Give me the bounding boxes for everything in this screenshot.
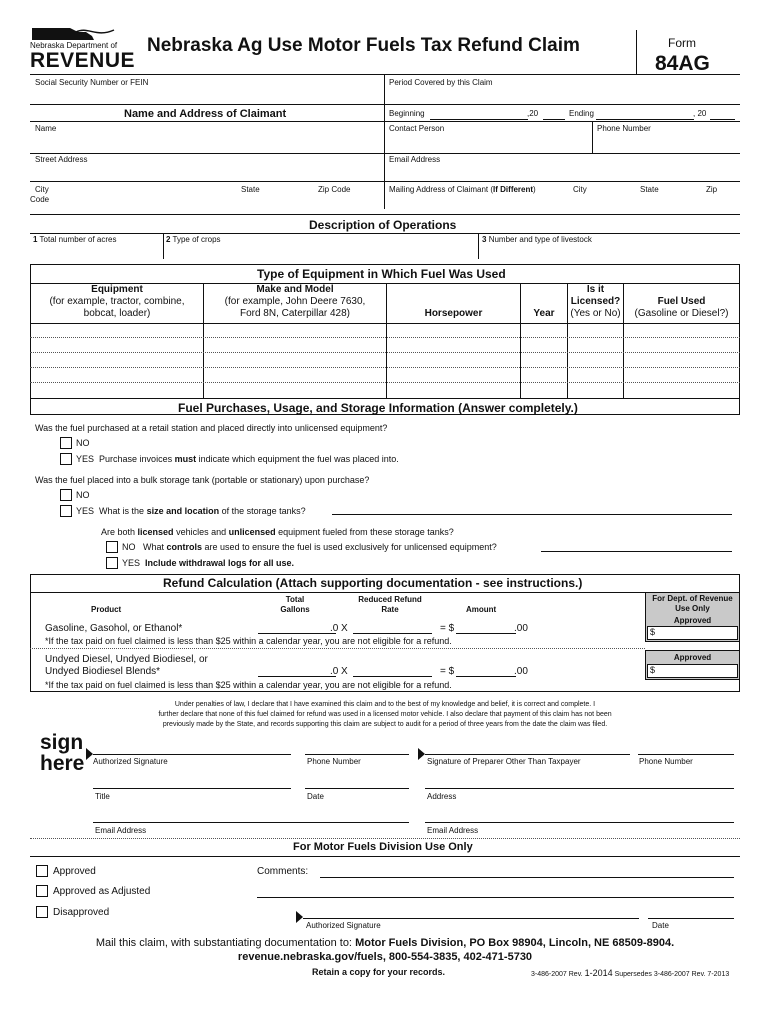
arrow-icon xyxy=(296,911,303,923)
header-divider xyxy=(636,30,637,75)
diesel-label-2: Undyed Biodiesel Blends* xyxy=(45,666,161,677)
contact-label: Contact Person xyxy=(389,124,445,133)
gas-rate-field[interactable] xyxy=(353,633,432,634)
question-retail: Was the fuel purchased at a retail station and placed directly into unlicensed equipment? xyxy=(35,423,388,433)
street-label: Street Address xyxy=(35,155,88,164)
preparer-address-field[interactable] xyxy=(425,788,734,789)
period-label: Period Covered by this Claim xyxy=(389,78,493,87)
ending-field[interactable] xyxy=(596,119,694,120)
code-label: Code xyxy=(30,195,50,204)
arrow-icon xyxy=(418,748,425,760)
diesel-amount-field[interactable] xyxy=(456,676,516,677)
phone-label: Phone Number xyxy=(597,124,651,133)
contact-info: revenue.nebraska.gov/fuels, 800-554-3835, 402-471-5730 xyxy=(237,951,533,963)
authorized-signature-field[interactable] xyxy=(93,754,291,755)
form-number: 84AG xyxy=(655,52,710,75)
title-field[interactable] xyxy=(93,788,291,789)
gas-gallons-field[interactable] xyxy=(258,633,336,634)
phone-field[interactable] xyxy=(305,754,409,755)
preparer-signature-field[interactable] xyxy=(425,754,630,755)
crops-label: 2 Type of crops xyxy=(166,235,221,244)
approved-checkbox[interactable] xyxy=(36,865,48,877)
livestock-label: 3 Number and type of livestock xyxy=(482,235,592,244)
q2-no-checkbox[interactable] xyxy=(60,489,72,501)
question-licensed: Are both licensed vehicles and unlicensed equipment fueled from these storage tanks? xyxy=(101,527,454,537)
comments-label: Comments: xyxy=(257,866,309,877)
equipment-row[interactable] xyxy=(30,352,740,353)
form-title: Nebraska Ag Use Motor Fuels Tax Refund Claim xyxy=(147,35,580,56)
arrow-icon xyxy=(86,748,93,760)
beginning-field[interactable] xyxy=(430,119,528,120)
here-label: here xyxy=(40,752,85,775)
acres-label: 1 Total number of acres xyxy=(33,235,117,244)
controls-field[interactable] xyxy=(541,551,732,552)
division-title: For Motor Fuels Division Use Only xyxy=(293,841,473,853)
nebraska-map-icon xyxy=(30,26,116,42)
date-field[interactable] xyxy=(305,788,409,789)
approved-adjusted-checkbox[interactable] xyxy=(36,885,48,897)
equipment-row[interactable] xyxy=(30,367,740,368)
agency-logo-text: REVENUE xyxy=(30,49,136,72)
claimant-section-title: Name and Address of Claimant xyxy=(124,108,287,120)
header-rule xyxy=(30,74,740,75)
q1-no-checkbox[interactable] xyxy=(60,437,72,449)
ending-label: Ending xyxy=(569,109,594,118)
preparer-email-field[interactable] xyxy=(425,822,734,823)
state-label: State xyxy=(241,185,260,194)
comments-field-2[interactable] xyxy=(257,897,734,898)
q3-yes-checkbox[interactable] xyxy=(106,557,118,569)
refund-title: Refund Calculation (Attach supporting documentation - see instructions.) xyxy=(163,576,583,590)
city-label: City xyxy=(35,185,49,194)
diesel-label-1: Undyed Diesel, Undyed Biodiesel, or xyxy=(45,654,208,665)
revision-info: 3-486-2007 Rev. 1-2014 Supersedes 3-486-2007 Rev. 7-2013 xyxy=(531,968,730,978)
sign-label: sign xyxy=(40,731,84,754)
equipment-row[interactable] xyxy=(30,337,740,338)
preparer-phone-field[interactable] xyxy=(638,754,734,755)
operations-title: Description of Operations xyxy=(309,218,457,232)
email-label: Email Address xyxy=(389,155,441,164)
ending-year-field[interactable] xyxy=(710,119,735,120)
purchases-title: Fuel Purchases, Usage, and Storage Information (Answer completely.) xyxy=(178,401,578,415)
declaration: Under penalties of law, I declare that I have examined this claim and to the best of my knowledge and belief, it is correct and complete. I further declare that none of this fuel claimed for refund was used in a licensed motor vehicle. I also declare that payment of this claim has not been previously made by the State, and records supporting this claim are subject to audit for a period of three years from the date the claim was filed. xyxy=(158,701,612,728)
ssn-label: Social Security Number or FEIN xyxy=(35,78,149,87)
equipment-title: Type of Equipment in Which Fuel Was Used xyxy=(257,267,506,281)
disapproved-checkbox[interactable] xyxy=(36,906,48,918)
diesel-gallons-field[interactable] xyxy=(258,676,336,677)
division-signature-field[interactable] xyxy=(303,918,639,919)
q1-yes-checkbox[interactable] xyxy=(60,453,72,465)
claimant-divider xyxy=(384,74,385,209)
question-bulk: Was the fuel placed into a bulk storage tank (portable or stationary) upon purchase? xyxy=(35,475,370,485)
comments-field[interactable] xyxy=(320,877,734,878)
division-date-field[interactable] xyxy=(648,918,734,919)
storage-tanks-field[interactable] xyxy=(332,514,732,515)
mailing-label: Mailing Address of Claimant (If Different) xyxy=(389,185,536,194)
zip-label: Zip Code xyxy=(318,185,351,194)
gasoline-label: Gasoline, Gasohol, or Ethanol* xyxy=(45,623,183,634)
name-label: Name xyxy=(35,124,57,133)
email-field[interactable] xyxy=(93,822,409,823)
agency-name: Nebraska Department of xyxy=(30,41,118,50)
gas-amount-field[interactable] xyxy=(456,633,516,634)
retain-note: Retain a copy for your records. xyxy=(312,967,446,977)
diesel-rate-field[interactable] xyxy=(353,676,432,677)
mail-instructions: Mail this claim, with substantiating documentation to: Motor Fuels Division, PO Box 98904, Lincoln, NE 68509-8904. xyxy=(95,937,675,949)
q2-yes-checkbox[interactable] xyxy=(60,505,72,517)
beginning-label: Beginning xyxy=(389,109,425,118)
form-label: Form xyxy=(668,36,696,50)
equipment-row[interactable] xyxy=(30,382,740,383)
q3-no-checkbox[interactable] xyxy=(106,541,118,553)
beginning-year-field[interactable] xyxy=(543,119,565,120)
